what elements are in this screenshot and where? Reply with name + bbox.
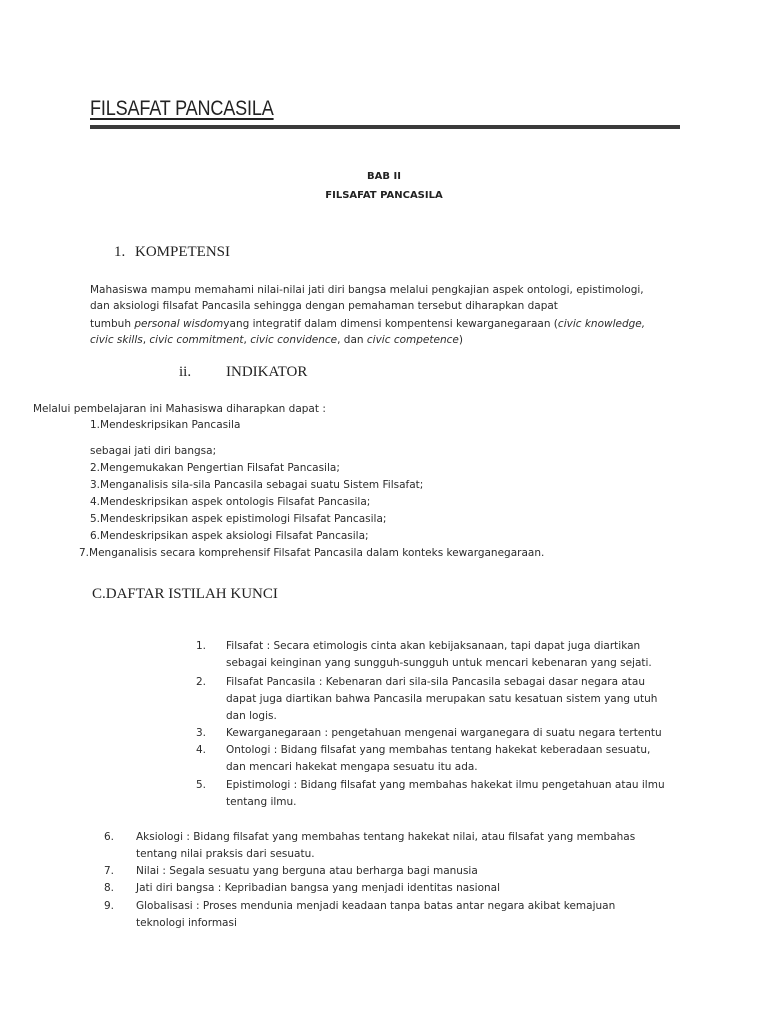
list-item-text: teknologi informasi (136, 917, 237, 929)
indikator-number: ii. (179, 364, 192, 380)
list-item-number: 7. (104, 865, 115, 877)
kompetensi-number: 1. (114, 244, 126, 260)
list-item-text: Globalisasi : Proses mendunia menjadi keadaan tanpa batas antar negara akibat kemajuan (136, 900, 616, 912)
list-item-number: 5. (196, 779, 207, 791)
indikator-item: sebagai jati diri bangsa; (90, 445, 217, 457)
text-run: , dan (337, 334, 367, 346)
indikator-item: 6.Mendeskripsikan aspek aksiologi Filsafat Pancasila; (90, 530, 369, 542)
paragraph-line (90, 332, 463, 349)
chapter-title: FILSAFAT PANCASILA (325, 190, 443, 201)
list-item-text: sebagai keinginan yang sungguh-sungguh untuk mencari kebenaran yang sejati. (226, 657, 652, 669)
list-item-text: Ontologi : Bidang filsafat yang membahas tentang hakekat keberadaan sesuatu, (226, 744, 651, 756)
list-item-number: 8. (104, 882, 115, 894)
list-item-number: 1. (196, 640, 207, 652)
paragraph-line: Mahasiswa mampu memahami nilai-nilai jati diri bangsa melalui pengkajian aspek ontologi, epistimologi, (90, 284, 644, 296)
text-run: tumbuh (90, 318, 135, 330)
list-item-number: 9. (104, 900, 115, 912)
document-title: FILSAFAT PANCASILA (90, 97, 274, 120)
list-item-number: 4. (196, 744, 207, 756)
list-item-text: tentang nilai praksis dari sesuatu. (136, 848, 315, 860)
indikator-item: 5.Mendeskripsikan aspek epistimologi Filsafat Pancasila; (90, 513, 387, 525)
list-item-number: 2. (196, 676, 207, 688)
list-item-text: dan logis. (226, 710, 277, 722)
italic-term: civic skills (90, 334, 143, 346)
indikator-item: 7.Menganalisis secara komprehensif Filsafat Pancasila dalam konteks kewarganegaraan. (79, 547, 545, 559)
paragraph-line (90, 316, 645, 333)
indikator-heading: INDIKATOR (226, 364, 308, 380)
paragraph-line: dan aksiologi filsafat Pancasila sehingga dengan pemahaman tersebut diharapkan dapat (90, 300, 558, 312)
chapter-number: BAB II (367, 171, 401, 182)
text-run: yang integratif dalam dimensi kompentensi kewarganegaraan ( (223, 318, 558, 330)
list-item-text: dapat juga diartikan bahwa Pancasila merupakan satu kesatuan sistem yang utuh (226, 693, 658, 705)
list-item-number: 6. (104, 831, 115, 843)
list-item-text: Filsafat : Secara etimologis cinta akan kebijaksanaan, tapi dapat juga diartikan (226, 640, 641, 652)
list-item-text: tentang ilmu. (226, 796, 297, 808)
list-item-text: Jati diri bangsa : Kepribadian bangsa yang menjadi identitas nasional (136, 882, 501, 894)
italic-term: civic competence (366, 334, 459, 346)
indikator-item: 1.Mendeskripsikan Pancasila (90, 419, 241, 431)
text-run: , (142, 334, 150, 346)
list-item-text: Filsafat Pancasila : Kebenaran dari sila-sila Pancasila sebagai dasar negara atau (226, 676, 645, 688)
text-run: , (243, 334, 251, 346)
italic-term: civic knowledge, (557, 318, 646, 330)
italic-term: civic convidence (250, 334, 338, 346)
list-item-text: Epistimologi : Bidang filsafat yang membahas hakekat ilmu pengetahuan atau ilmu (226, 779, 665, 791)
list-item-text: dan mencari hakekat mengapa sesuatu itu ada. (226, 761, 478, 773)
indikator-intro: Melalui pembelajaran ini Mahasiswa diharapkan dapat : (33, 403, 326, 415)
indikator-item: 3.Menganalisis sila-sila Pancasila sebagai suatu Sistem Filsafat; (90, 479, 424, 491)
list-item-text: Nilai : Segala sesuatu yang berguna atau berharga bagi manusia (136, 865, 478, 877)
indikator-item: 2.Mengemukakan Pengertian Filsafat Pancasila; (90, 462, 340, 474)
italic-term: civic commitment (149, 334, 244, 346)
list-item-number: 3. (196, 727, 207, 739)
kompetensi-heading: KOMPETENSI (135, 244, 231, 260)
istilah-heading: C.DAFTAR ISTILAH KUNCI (92, 586, 278, 602)
list-item-text: Aksiologi : Bidang filsafat yang membahas tentang hakekat nilai, atau filsafat yang membahas (136, 831, 636, 843)
italic-term: personal wisdom (134, 318, 224, 330)
list-item-text: Kewarganegaraan : pengetahuan mengenai warganegara di suatu negara tertentu (226, 727, 662, 739)
text-run: ) (458, 334, 463, 346)
indikator-item: 4.Mendeskripsikan aspek ontologis Filsafat Pancasila; (90, 496, 371, 508)
title-divider (90, 125, 680, 129)
